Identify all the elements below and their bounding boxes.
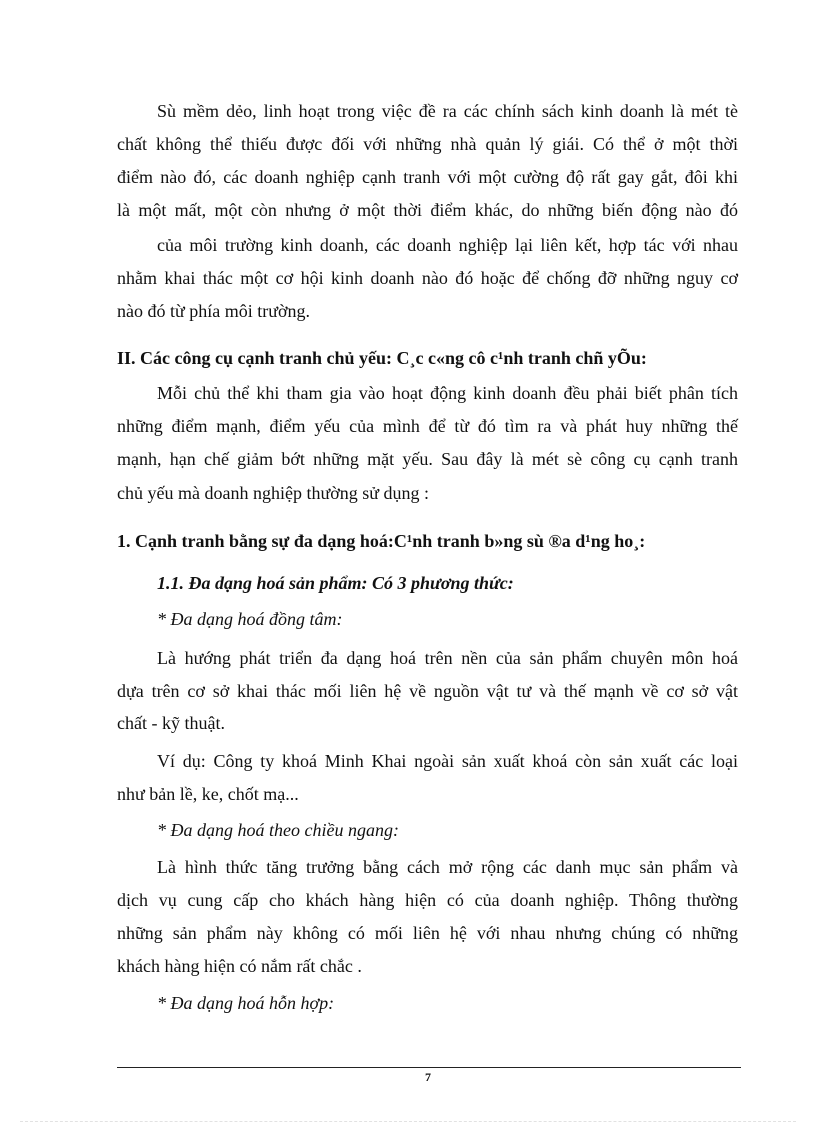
section-heading: 1. Cạnh tranh bằng sự đa dạng hoá:C¹nh tranh b»ng sù ®a d¹ng ho¸: bbox=[117, 531, 646, 551]
paragraph-line: mạnh, hạn chế giảm bớt những mặt yếu. Sau đây là mét sè công cụ cạnh tranh bbox=[117, 449, 738, 469]
paragraph-line: Mỗi chủ thể khi tham gia vào hoạt động kinh doanh đều phải biết phân tích bbox=[157, 383, 738, 403]
subsection-heading: 1.1. Đa dạng hoá sản phẩm: Có 3 phương thức: bbox=[157, 573, 514, 593]
paragraph-line: nhằm khai thác một cơ hội kinh doanh nào đó hoặc để chống đỡ những nguy cơ bbox=[117, 268, 738, 288]
footer-rule bbox=[117, 1067, 741, 1068]
paragraph-line: Là hình thức tăng trưởng bằng cách mở rộng các danh mục sản phẩm và bbox=[157, 857, 738, 877]
paragraph-line: chất - kỹ thuật. bbox=[117, 713, 225, 733]
paragraph-line: Là hướng phát triển đa dạng hoá trên nền của sản phẩm chuyên môn hoá bbox=[157, 648, 738, 668]
paragraph-line: Sù mềm dẻo, linh hoạt trong việc đề ra các chính sách kinh doanh là mét tè bbox=[157, 101, 738, 121]
list-label: * Đa dạng hoá hỗn hợp: bbox=[157, 993, 335, 1013]
paragraph-line: dựa trên cơ sở khai thác mối liên hệ về nguồn vật tư và thế mạnh về cơ sở vật bbox=[117, 681, 738, 701]
paragraph-line: của môi trường kinh doanh, các doanh nghiệp lại liên kết, hợp tác với nhau bbox=[157, 235, 738, 255]
page-number: 7 bbox=[425, 1070, 431, 1084]
paragraph-line: dịch vụ cung cấp cho khách hàng hiện có của doanh nghiệp. Thông thường bbox=[117, 890, 738, 910]
paragraph-line: là một mất, một còn nhưng ở một thời điểm khác, do những biến động nào đó bbox=[117, 200, 738, 220]
paragraph-line: điểm nào đó, các doanh nghiệp cạnh tranh với một cường độ rất gay gắt, đôi khi bbox=[117, 167, 738, 187]
list-label: * Đa dạng hoá theo chiều ngang: bbox=[157, 820, 399, 840]
page-edge-divider bbox=[20, 1121, 796, 1122]
list-label: * Đa dạng hoá đồng tâm: bbox=[157, 609, 343, 629]
section-heading: II. Các công cụ cạnh tranh chủ yếu: C¸c c«ng cô c¹nh tranh chñ yÕu: bbox=[117, 348, 647, 368]
paragraph-line: những sản phẩm này không có mối liên hệ với nhau nhưng chúng có những bbox=[117, 923, 738, 943]
paragraph-line: chủ yếu mà doanh nghiệp thường sử dụng : bbox=[117, 483, 429, 503]
paragraph-line: như bản lề, ke, chốt mạ... bbox=[117, 784, 299, 804]
paragraph-line: những điểm mạnh, điểm yếu của mình để từ đó tìm ra và phát huy những thế bbox=[117, 416, 738, 436]
paragraph-line: khách hàng hiện có nắm rất chắc . bbox=[117, 956, 362, 976]
paragraph-line: nào đó từ phía môi trường. bbox=[117, 301, 311, 321]
paragraph-line: Ví dụ: Công ty khoá Minh Khai ngoài sản xuất khoá còn sản xuất các loại bbox=[157, 751, 738, 771]
paragraph-line: chất không thể thiếu được đối với những nhà quản lý giái. Có thể ở một thời bbox=[117, 134, 738, 154]
